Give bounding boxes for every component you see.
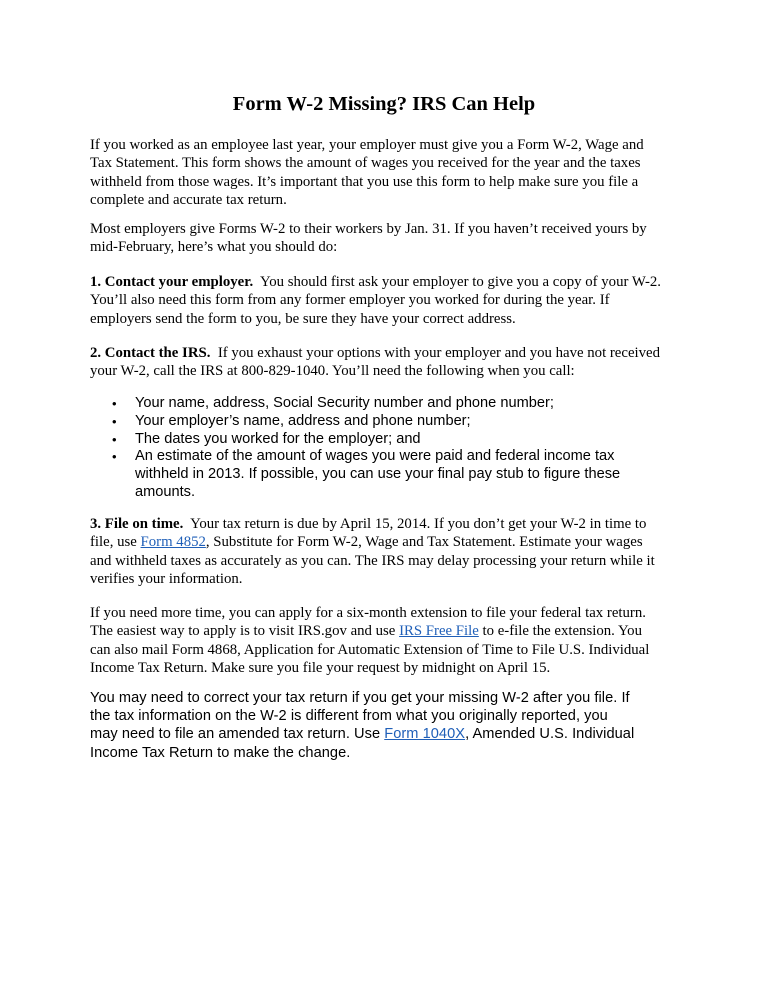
extension-line: can also mail Form 4868, Application for Automatic Extension of Time to File U.S. Individual [90,641,650,658]
extension-text: The easiest way to apply is to visit IRS.gov and use [90,623,400,640]
correction-line: You may need to correct your tax return if you get your missing W-2 after you file. If [90,690,630,706]
correction-paragraph [90,689,690,762]
extension-text: to e-file the extension. You [478,623,642,640]
step3-text: file, use [90,534,141,551]
deadline-paragraph [90,220,690,257]
correction-line: Income Tax Return to make the change. [90,744,351,761]
form-4852-link[interactable]: Form 4852 [140,534,206,551]
intro-line: complete and accurate tax return. [90,192,287,209]
list-item [90,395,690,413]
list-item-text: Your name, address, Social Security number and phone number; [135,395,554,411]
extension-paragraph [90,604,690,678]
step3-heading: 3. File on time. [90,516,184,532]
step3-text: , Substitute for Form W-2, Wage and Tax Statement. Estimate your wages [205,534,643,551]
step1-heading: 1. Contact your employer. [90,274,254,290]
irs-free-file-link[interactable]: IRS Free File [399,623,479,640]
form-1040x-link[interactable]: Form 1040X [384,726,466,743]
step1-paragraph [90,273,690,328]
step2-text: If you exhaust your options with your employer and you have not received [210,345,660,361]
step2-line: your W-2, call the IRS at 800-829-1040. You’ll need the following when you call: [90,363,575,380]
intro-line: If you worked as an employee last year, your employer must give you a Form W-2, Wage and [90,137,644,153]
correction-line: the tax information on the W-2 is different from what you originally reported, you [90,708,608,725]
list-item-text: amounts. [135,483,196,500]
list-item-text: Your employer’s name, address and phone number; [135,412,471,429]
step3-line: and withheld taxes as accurately as you can. The IRS may delay processing your return while it [90,552,655,569]
list-item [90,431,690,449]
call-checklist [90,395,690,502]
deadline-line: Most employers give Forms W-2 to their workers by Jan. 31. If you haven’t received yours by [90,221,647,237]
bullet-icon: • [112,413,117,429]
deadline-line: mid-February, here’s what you should do: [90,239,338,256]
step1-text: You should first ask your employer to give you a copy of your W-2. [253,274,662,290]
list-item-text: withheld in 2013. If possible, you can use your final pay stub to figure these [135,466,621,483]
list-item [90,448,690,501]
list-item [90,413,690,431]
extension-line: Income Tax Return. Make sure you file your request by midnight on April 15. [90,660,551,677]
step3-paragraph [90,515,690,589]
correction-text: may need to file an amended tax return. Use [90,726,385,743]
page-title: Form W-2 Missing? IRS Can Help [232,93,536,115]
list-item-text: An estimate of the amount of wages you were paid and federal income tax [135,448,615,465]
step2-paragraph [90,344,690,381]
intro-line: withheld from those wages. It’s important that you use this form to help make sure you file a [90,173,639,190]
step1-line: You’ll also need this form from any former employer you worked for during the year. If [90,292,610,309]
step2-heading: 2. Contact the IRS. [90,345,211,361]
bullet-icon: • [112,431,117,447]
intro-line: Tax Statement. This form shows the amount of wages you received for the year and the taxes [90,155,641,172]
step1-line: employers send the form to you, be sure they have your correct address. [90,310,516,327]
extension-line: If you need more time, you can apply for a six-month extension to file your federal tax return. [90,605,646,621]
list-item-text: The dates you worked for the employer; and [135,430,421,447]
correction-text: , Amended U.S. Individual [465,726,635,743]
bullet-icon: • [112,396,117,411]
intro-paragraph [90,136,690,210]
bullet-icon: • [112,449,117,465]
step3-line: verifies your information. [90,571,243,588]
step3-text: Your tax return is due by April 15, 2014. If you don’t get your W-2 in time to [183,516,647,532]
